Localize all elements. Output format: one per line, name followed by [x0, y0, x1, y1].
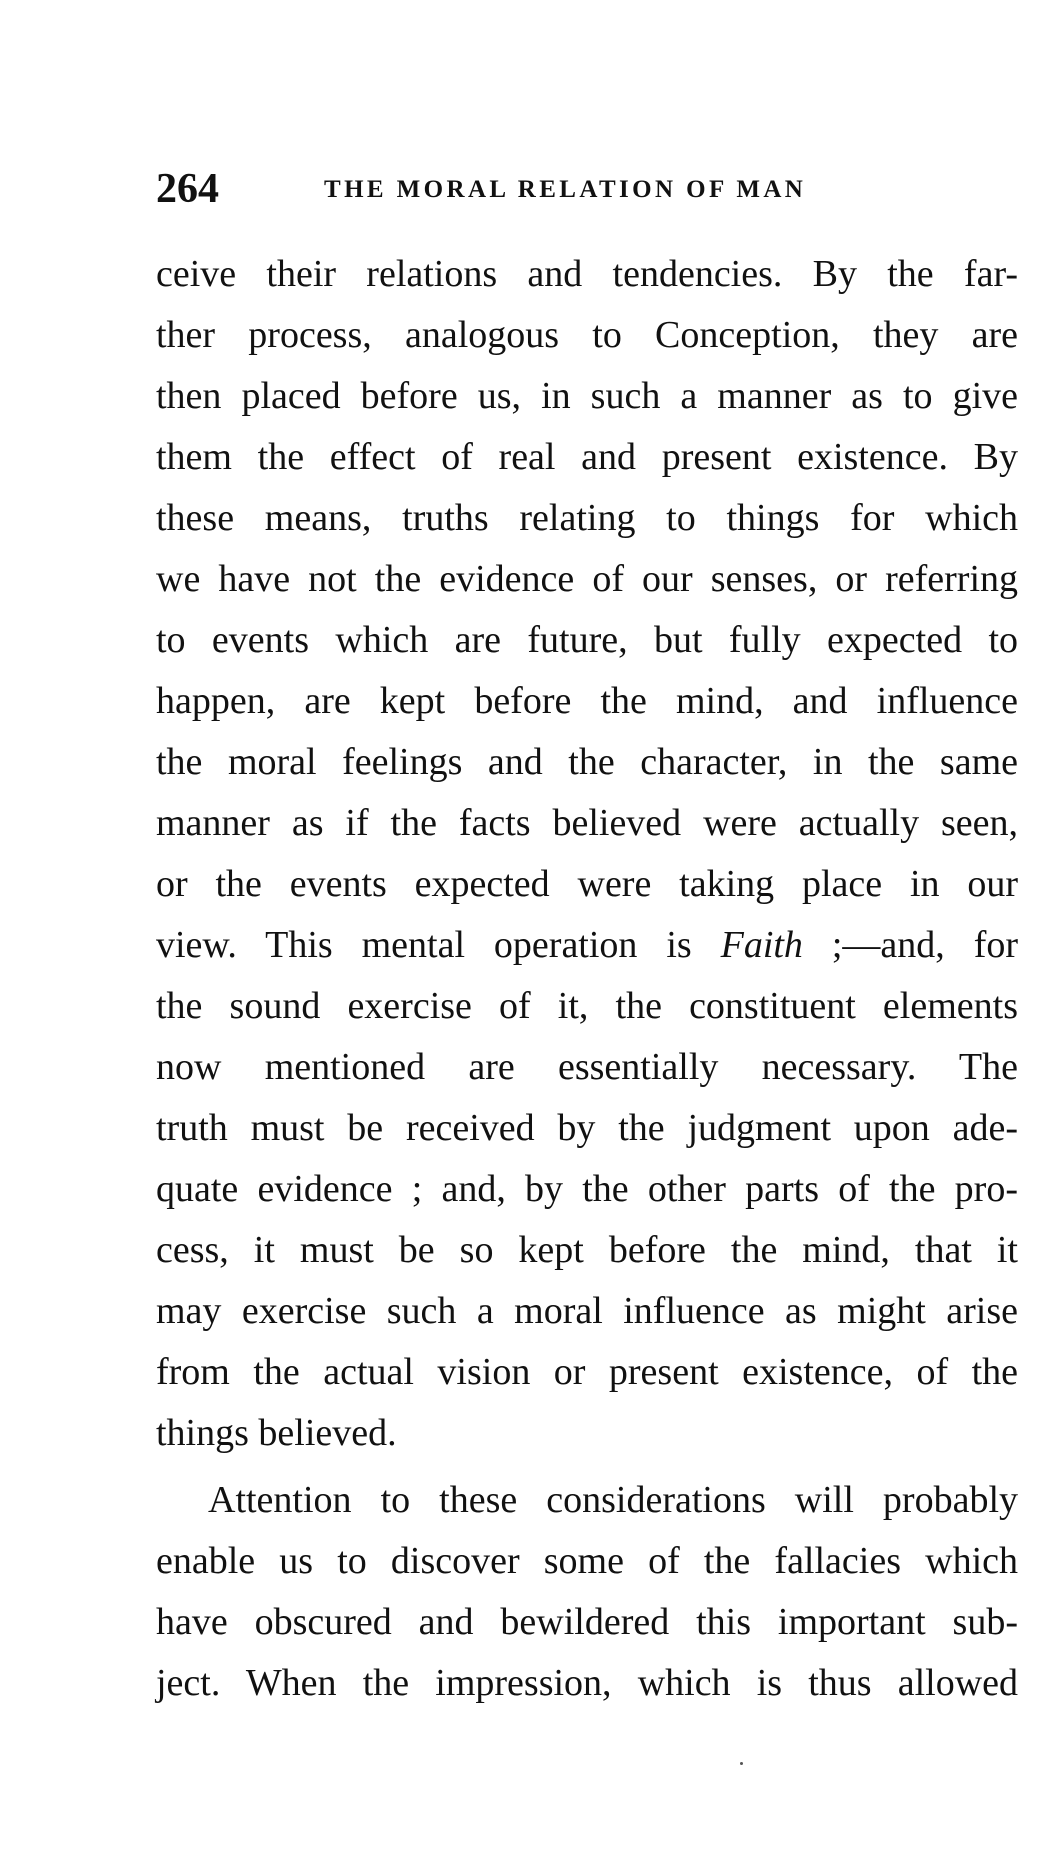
text-line: truth must be received by the judgment upon ade-: [156, 1107, 1018, 1149]
text-line: ceive their relations and tendencies. By the far-: [156, 253, 1018, 295]
text-line: have obscured and bewildered this important sub-: [156, 1601, 1018, 1643]
text-segment: view. This mental operation is: [156, 924, 721, 966]
text-line: then placed before us, in such a manner as to give: [156, 375, 1018, 417]
text-line: ject. When the impression, which is thus allowed: [156, 1662, 1018, 1704]
text-line: may exercise such a moral influence as might arise: [156, 1290, 1018, 1332]
print-speck: [740, 1762, 743, 1765]
body-text: [156, 244, 1018, 1714]
text-line: the sound exercise of it, the constituent elements: [156, 985, 1018, 1027]
text-line: we have not the evidence of our senses, or referring: [156, 558, 1018, 600]
text-line: them the effect of real and present existence. By: [156, 436, 1018, 478]
text-line: things believed.: [156, 1412, 397, 1454]
text-line: the moral feelings and the character, in the same: [156, 741, 1018, 783]
running-head: [156, 164, 916, 214]
text-line: from the actual vision or present existence, of the: [156, 1351, 1018, 1393]
page-number: 264: [156, 166, 219, 212]
paragraph-1: [156, 244, 1018, 1464]
text-line-faith: [156, 915, 1018, 976]
text-line: Attention to these considerations will probably: [208, 1479, 1018, 1521]
text-line: ther process, analogous to Conception, they are: [156, 314, 1018, 356]
paragraph-2: [156, 1470, 1018, 1714]
text-line: these means, truths relating to things for which: [156, 497, 1018, 539]
text-segment: ;—and, for: [802, 924, 1019, 966]
text-line: manner as if the facts believed were actually seen,: [156, 802, 1018, 844]
text-line: happen, are kept before the mind, and influence: [156, 680, 1018, 722]
text-line: quate evidence ; and, by the other parts of the pro-: [156, 1168, 1018, 1210]
text-line: to events which are future, but fully expected to: [156, 619, 1018, 661]
text-line: cess, it must be so kept before the mind, that it: [156, 1229, 1018, 1271]
text-line: or the events expected were taking place in our: [156, 863, 1018, 905]
running-title: THE MORAL RELATION OF MAN: [324, 176, 807, 203]
text-line: enable us to discover some of the fallacies which: [156, 1540, 1018, 1582]
text-line: now mentioned are essentially necessary. The: [156, 1046, 1018, 1088]
italic-term-faith: Faith: [720, 924, 803, 966]
